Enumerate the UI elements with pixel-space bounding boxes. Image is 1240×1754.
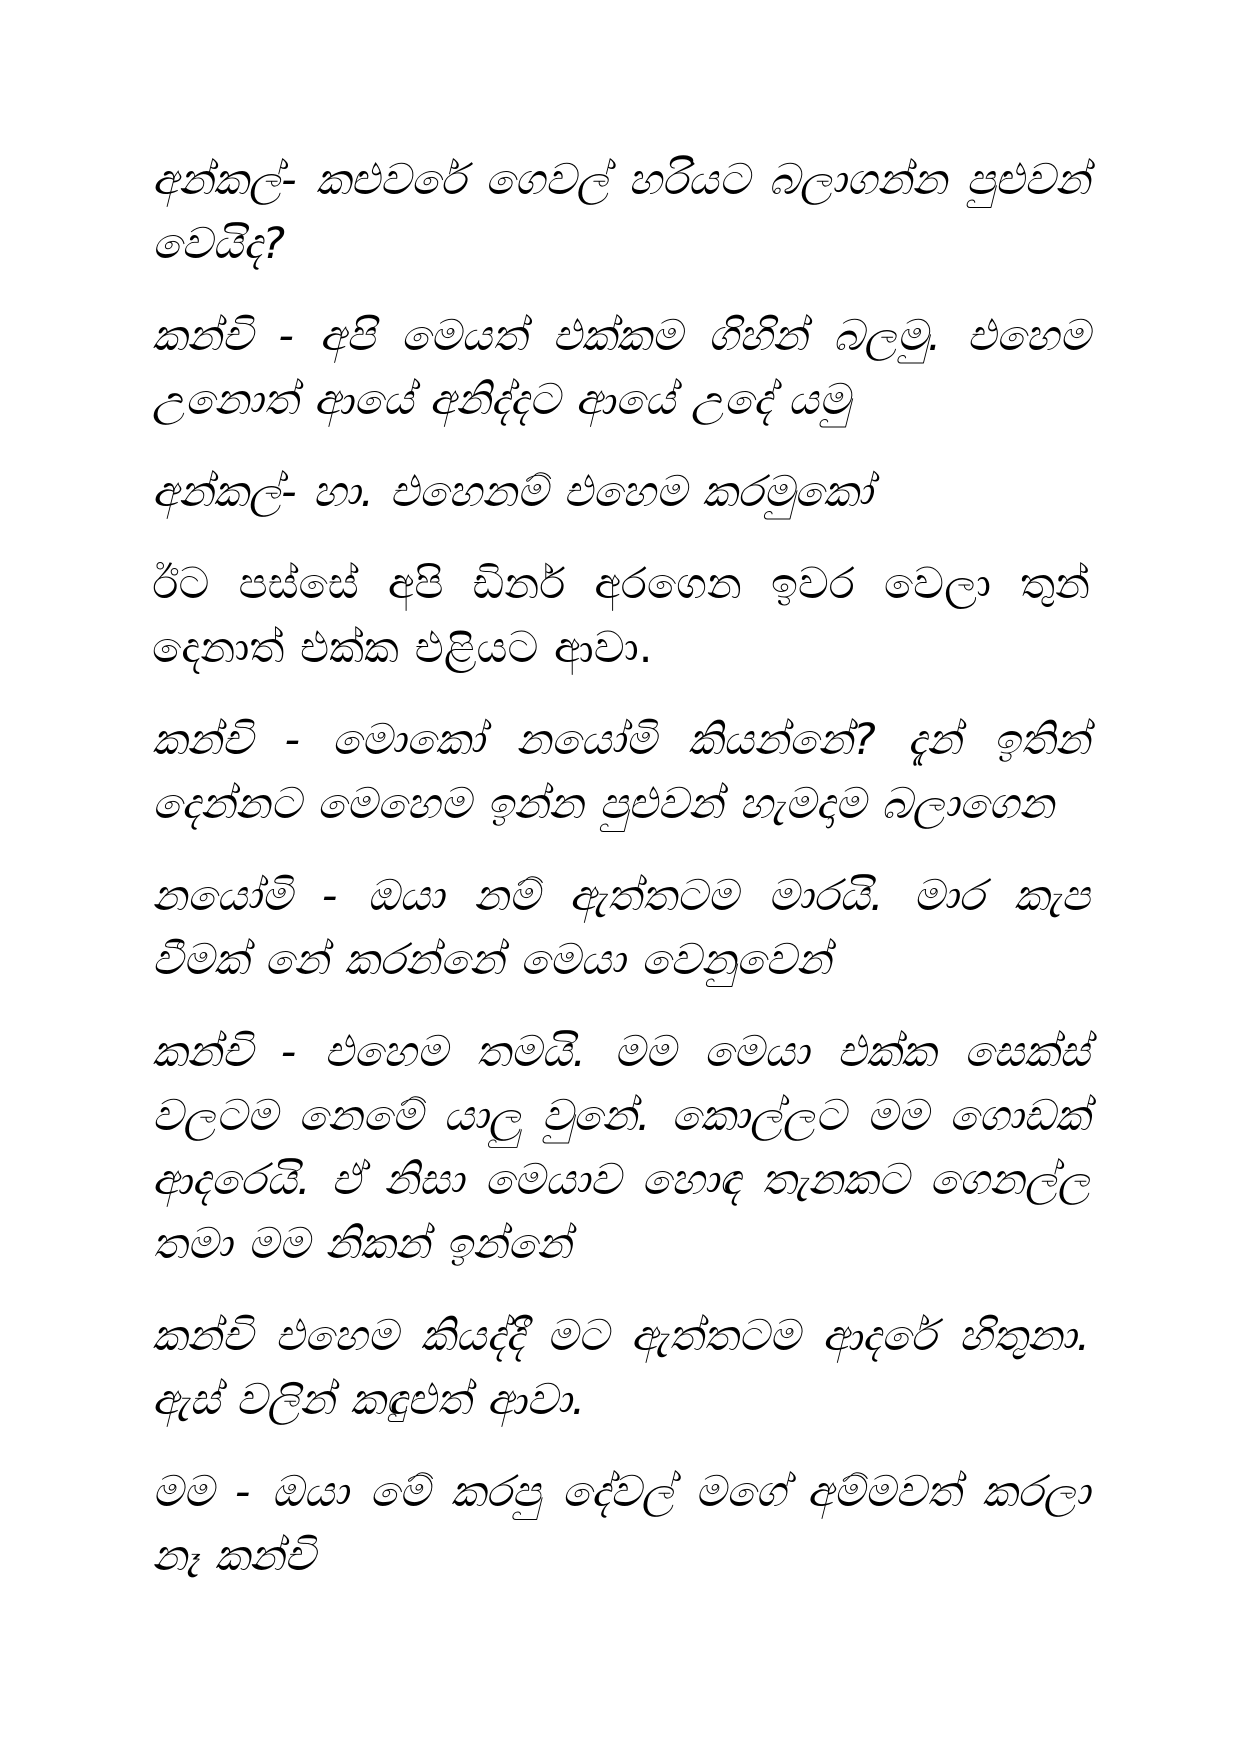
paragraph-6: නයෝමි - ඔයා නම් ඇත්තටම මාරයි. මාර කැප වීමක් නේ කරන්නේ මෙයා වෙනුවෙන් [152, 871, 1090, 985]
paragraph-7: කන්චි - එහෙම තමයි. මම මෙයා එක්ක සෙක්ස් වලටම නෙමේ යාලු වුනේ. කොල්ලට මම ගොඩක් ආදරෙයි. ඒ නිසා මෙයාව හොඳ තැනකට ගෙනල්ල තමා මම නිකන් ඉන්නේ [152, 1027, 1090, 1269]
paragraph-2: කන්චි - අපි මෙයත් එක්කම ගිහින් බලමු. එහෙම උනොත් ආයේ අනිද්දට ආයේ උදේ යමු [152, 311, 1090, 425]
paragraph-8: කන්චි එහෙම කියද්දී මට ඇත්තටම ආදරේ හිතුනා. ඇස් වලින් කඳුළුත් ආවා. [152, 1311, 1090, 1425]
paragraph-1: අන්කල්- කළුවරේ ගෙවල් හරියට බලාගන්න පුළුවන් වෙයිද? [152, 155, 1090, 269]
paragraph-4: ඊට පස්සේ අපි ඩිනර් අරගෙන ඉවර වෙලා තුන් දෙනාත් එක්ක එළියට ආවා. [152, 559, 1090, 673]
paragraph-3: අන්කල්- හා. එහෙනම් එහෙම කරමුකෝ [152, 467, 873, 517]
paragraph-9: මම - ඔයා මේ කරපු දේවල් මගේ අම්මවත් කරලා නෑ කන්චි [152, 1467, 1090, 1581]
paragraph-5: කන්චි - මොකෝ නයෝමි කියන්නේ? දැන් ඉතින් දෙන්නට මෙහෙම ඉන්න පුළුවන් හැමදාම බලාගෙන [152, 715, 1090, 829]
